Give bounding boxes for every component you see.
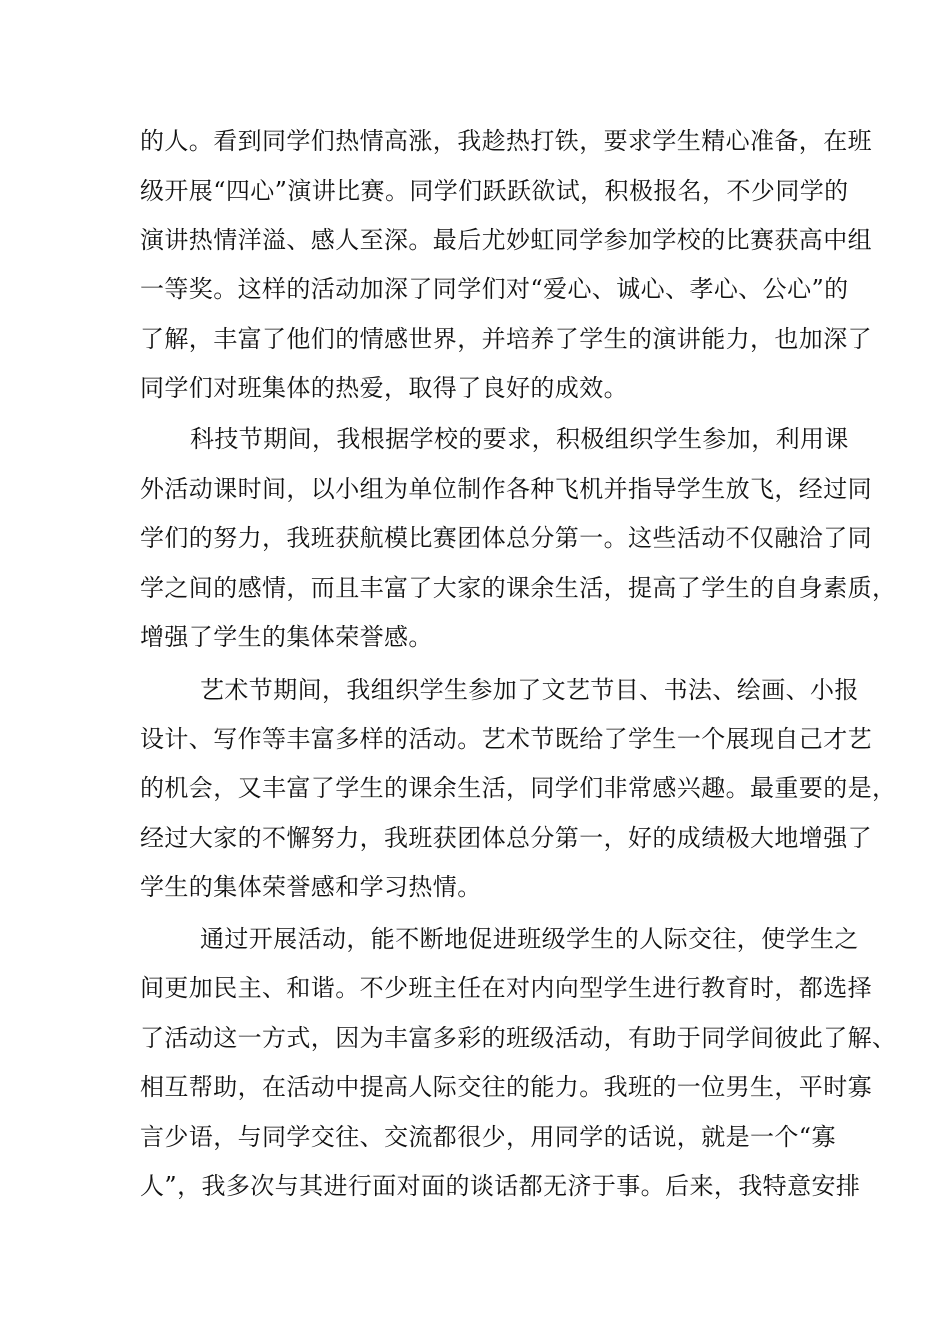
text-line: 设计、写作等丰富多样的活动。艺术节既给了学生一个展现自己才艺 — [140, 725, 872, 753]
text-line: 演讲热情洋溢、感人至深。最后尤妙虹同学参加学校的比赛获高中组 — [140, 226, 872, 254]
text-line: 了解，丰富了他们的情感世界，并培养了学生的演讲能力，也加深了 — [140, 325, 872, 353]
text-line: 级开展“四心”演讲比赛。同学们跃跃欲试，积极报名，不少同学的 — [140, 177, 849, 205]
text-line: 科技节期间，我根据学校的要求，积极组织学生参加，利用课 — [190, 425, 849, 453]
text-line: 学生的集体荣誉感和学习热情。 — [140, 873, 482, 901]
text-line: 增强了学生的集体荣誉感。 — [140, 623, 433, 651]
text-line: 学们的努力，我班获航模比赛团体总分第一。这些活动不仅融洽了同 — [140, 524, 872, 552]
text-line: 人”，我多次与其进行面对面的谈话都无济于事。后来，我特意安排 — [140, 1172, 861, 1200]
text-line: 相互帮助，在活动中提高人际交往的能力。我班的一位男生，平时寡 — [140, 1073, 872, 1101]
text-line: 间更加民主、和谐。不少班主任在对内向型学生进行教育时，都选择 — [140, 974, 872, 1002]
text-line: 的机会，又丰富了学生的课余生活，同学们非常感兴趣。最重要的是， — [140, 774, 897, 802]
text-line: 同学们对班集体的热爱，取得了良好的成效。 — [140, 374, 628, 402]
text-line: 言少语，与同学交往、交流都很少，用同学的话说，就是一个“寡 — [140, 1123, 836, 1151]
text-line: 经过大家的不懈努力，我班获团体总分第一，好的成绩极大地增强了 — [140, 824, 872, 852]
text-line: 一等奖。这样的活动加深了同学们对“爱心、诚心、孝心、公心”的 — [140, 275, 849, 303]
text-line: 了活动这一方式，因为丰富多彩的班级活动，有助于同学间彼此了解、 — [140, 1024, 897, 1052]
text-line: 外活动课时间，以小组为单位制作各种飞机并指导学生放飞，经过同 — [140, 475, 872, 503]
text-line: 学之间的感情，而且丰富了大家的课余生活，提高了学生的自身素质， — [140, 574, 897, 602]
text-line: 通过开展活动，能不断地促进班级学生的人际交往，使学生之 — [200, 925, 859, 953]
text-line: 的人。看到同学们热情高涨，我趁热打铁，要求学生精心准备，在班 — [140, 127, 872, 155]
text-line: 艺术节期间，我组织学生参加了文艺节目、书法、绘画、小报 — [200, 676, 859, 704]
